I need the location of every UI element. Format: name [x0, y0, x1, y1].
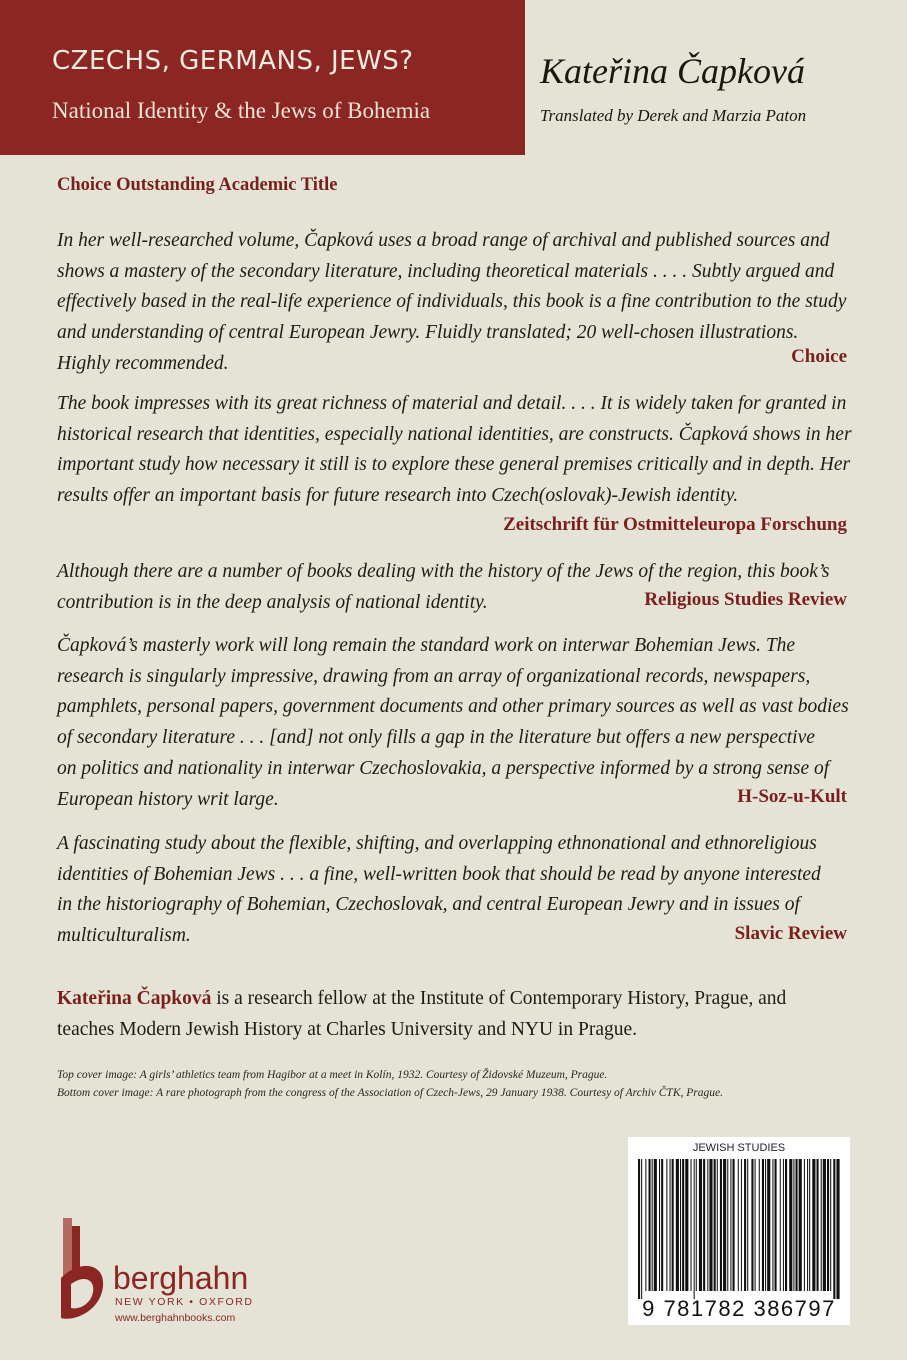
review-line: on politics and nationality in interwar Czechoslovakia, a perspective informed by a strong sense of — [57, 757, 830, 779]
review-quote — [57, 389, 852, 512]
review-quote — [57, 226, 852, 380]
barcode-bar — [812, 1159, 815, 1291]
barcode-bar — [827, 1159, 829, 1291]
barcode-bar — [720, 1159, 722, 1291]
bio-author-name: Kateřina Čapková — [57, 988, 212, 1009]
publisher-b-mark-icon — [57, 1218, 109, 1324]
review-line: results offer an important basis for future research into Czech(oslovak)-Jewish identity. — [57, 485, 739, 507]
publisher-name: berghahn — [113, 1260, 249, 1296]
barcode-bar — [733, 1159, 735, 1291]
barcode-bar — [707, 1159, 708, 1291]
barcode-bar — [744, 1159, 746, 1291]
barcode-bar — [836, 1159, 839, 1299]
author-name: Kateřina Čapková — [540, 51, 805, 91]
review-line: A fascinating study about the flexible, shifting, and overlapping ethnonational and ethnoreligious — [57, 833, 817, 854]
review-line: research is singularly impressive, drawing from an array of organizational records, newspapers, — [57, 665, 811, 687]
review-line: multiculturalism. — [57, 925, 191, 947]
review-line: shows a mastery of the secondary literature, including theoretical materials . . . . Subtly argued and — [57, 260, 835, 282]
barcode-panel — [628, 1137, 850, 1325]
barcode-bar — [641, 1159, 642, 1299]
review-source: Choice — [791, 346, 847, 367]
barcode-bar — [685, 1159, 688, 1291]
barcode-bar — [670, 1159, 671, 1291]
barcode-bar — [799, 1159, 802, 1291]
publisher-cities: NEW YORK • OXFORD — [115, 1296, 254, 1308]
barcode-bar — [767, 1159, 770, 1291]
barcode-bar — [780, 1159, 781, 1291]
barcode-bar — [747, 1159, 748, 1291]
bio-text: is a research fellow at the Institute of Contemporary History, Prague, and — [211, 988, 787, 1009]
barcode-bar — [696, 1159, 697, 1291]
barcode-bar — [666, 1159, 667, 1291]
barcode-bar — [730, 1159, 731, 1291]
credit-line: Top cover image: A girls’ athletics team from Hagibor at a meet in Kolín, 1932. Courtesy of Židovské Muzeum, Prague. — [57, 1069, 608, 1081]
barcode-bar — [703, 1159, 705, 1291]
barcode-bar — [804, 1159, 805, 1291]
review-line: important study how necessary it still is to explore these general premises critically and in depth. Her — [57, 454, 851, 476]
bio-line — [57, 984, 857, 1015]
barcode-bar — [691, 1159, 692, 1291]
barcode-bar — [676, 1159, 679, 1291]
barcode-icon — [636, 1159, 841, 1299]
author-bio — [57, 984, 857, 1045]
review-line: The book impresses with its great richness of material and detail. . . . It is widely taken for granted in — [57, 393, 847, 414]
barcode-bar — [717, 1159, 718, 1291]
barcode-bar — [762, 1159, 764, 1291]
barcode-bar — [809, 1159, 810, 1291]
barcode-bar — [694, 1159, 695, 1299]
barcode-bar — [654, 1159, 657, 1291]
barcode-bar — [755, 1159, 756, 1291]
barcode-bar — [765, 1159, 766, 1291]
barcode-bar — [807, 1159, 808, 1291]
barcode-bar — [833, 1159, 835, 1299]
barcode-bar — [793, 1159, 794, 1291]
review-quote — [57, 631, 852, 815]
barcode-bar — [659, 1159, 660, 1291]
review-line: pamphlets, personal papers, government documents and other primary sources as well as vast bodies — [57, 696, 849, 718]
barcode-bar — [661, 1159, 663, 1291]
review-line: effectively based in the real-life experience of individuals, this book is a fine contribution to the study — [57, 291, 847, 313]
review-quote — [57, 829, 852, 952]
barcode-bar — [830, 1159, 831, 1291]
barcode-bar — [738, 1159, 739, 1291]
barcode-bar — [672, 1159, 674, 1291]
isbn-number: 9 781782 386797 — [642, 1296, 836, 1321]
barcode-bar — [783, 1159, 784, 1291]
barcode-bar — [714, 1159, 716, 1291]
award-heading: Choice Outstanding Academic Title — [57, 175, 338, 195]
barcode-bar — [652, 1159, 653, 1291]
barcode-category: JEWISH STUDIES — [692, 1142, 786, 1154]
publisher-logo — [57, 1218, 297, 1328]
review-source: Slavic Review — [734, 923, 847, 944]
bio-line: teaches Modern Jewish History at Charles University and NYU in Prague. — [57, 1018, 638, 1040]
barcode-bar — [723, 1159, 726, 1291]
barcode-bar — [821, 1159, 822, 1291]
publisher-url: www.berghahnbooks.com — [115, 1312, 236, 1324]
barcode-bar — [823, 1159, 826, 1291]
barcode-bar — [751, 1159, 753, 1291]
review-line: and understanding of central European Jewry. Fluidly translated; 20 well-chosen illustrations. — [57, 322, 799, 344]
review-line: Highly recommended. — [57, 352, 229, 374]
image-credits — [57, 1066, 857, 1102]
barcode-bar — [817, 1159, 819, 1291]
review-source: H-Soz-u-Kult — [737, 786, 847, 807]
review-line: historical research that identities, especially national identities, are constructs. Čapková shows in her — [57, 423, 852, 445]
book-subtitle: National Identity & the Jews of Bohemia — [52, 98, 431, 123]
barcode-bar — [680, 1159, 681, 1291]
barcode-bar — [638, 1159, 640, 1299]
review-line: European history writ large. — [57, 788, 279, 810]
translator-credit: Translated by Derek and Marzia Paton — [540, 106, 807, 125]
book-title: CZECHS, GERMANS, JEWS? — [52, 46, 414, 76]
review-line: Although there are a number of books dealing with the history of the Jews of the region, this book’s — [57, 561, 830, 582]
barcode-bar — [759, 1159, 760, 1291]
barcode-bar — [789, 1159, 792, 1291]
barcode-bar — [796, 1159, 798, 1291]
review-source: Zeitschrift für Ostmitteleuropa Forschung — [503, 514, 847, 535]
review-source: Religious Studies Review — [644, 589, 847, 610]
review-line: identities of Bohemian Jews . . . a fine, well-written book that should be read by anyone interested — [57, 863, 821, 885]
title-banner — [0, 0, 525, 155]
barcode-bar — [649, 1159, 651, 1291]
barcode-bar — [699, 1159, 702, 1291]
barcode-bar — [709, 1159, 712, 1291]
review-line: of secondary literature . . . [and] not only fills a gap in the literature but offers a new perspective — [57, 727, 815, 749]
barcode-bar — [741, 1159, 742, 1291]
review-line: Čapková’s masterly work will long remain the standard work on interwar Bohemian Jews. The — [57, 635, 796, 656]
barcode-bar — [785, 1159, 787, 1291]
barcode-bar — [775, 1159, 777, 1291]
review-line: in the historiography of Bohemian, Czechoslovak, and central European Jewry and in issues of — [57, 894, 800, 916]
barcode-bar — [772, 1159, 773, 1291]
barcode-bar — [682, 1159, 684, 1291]
credit-line: Bottom cover image: A rare photograph from the congress of the Association of Czech-Jews, 29 January 1938. Courtesy of Archiv ČTK, Prague. — [57, 1087, 723, 1099]
barcode-bar — [645, 1159, 646, 1291]
review-line: contribution is in the deep analysis of national identity. — [57, 591, 488, 613]
review-line: In her well-researched volume, Čapková uses a broad range of archival and published sources and — [57, 230, 830, 251]
barcode-bar — [727, 1159, 728, 1291]
